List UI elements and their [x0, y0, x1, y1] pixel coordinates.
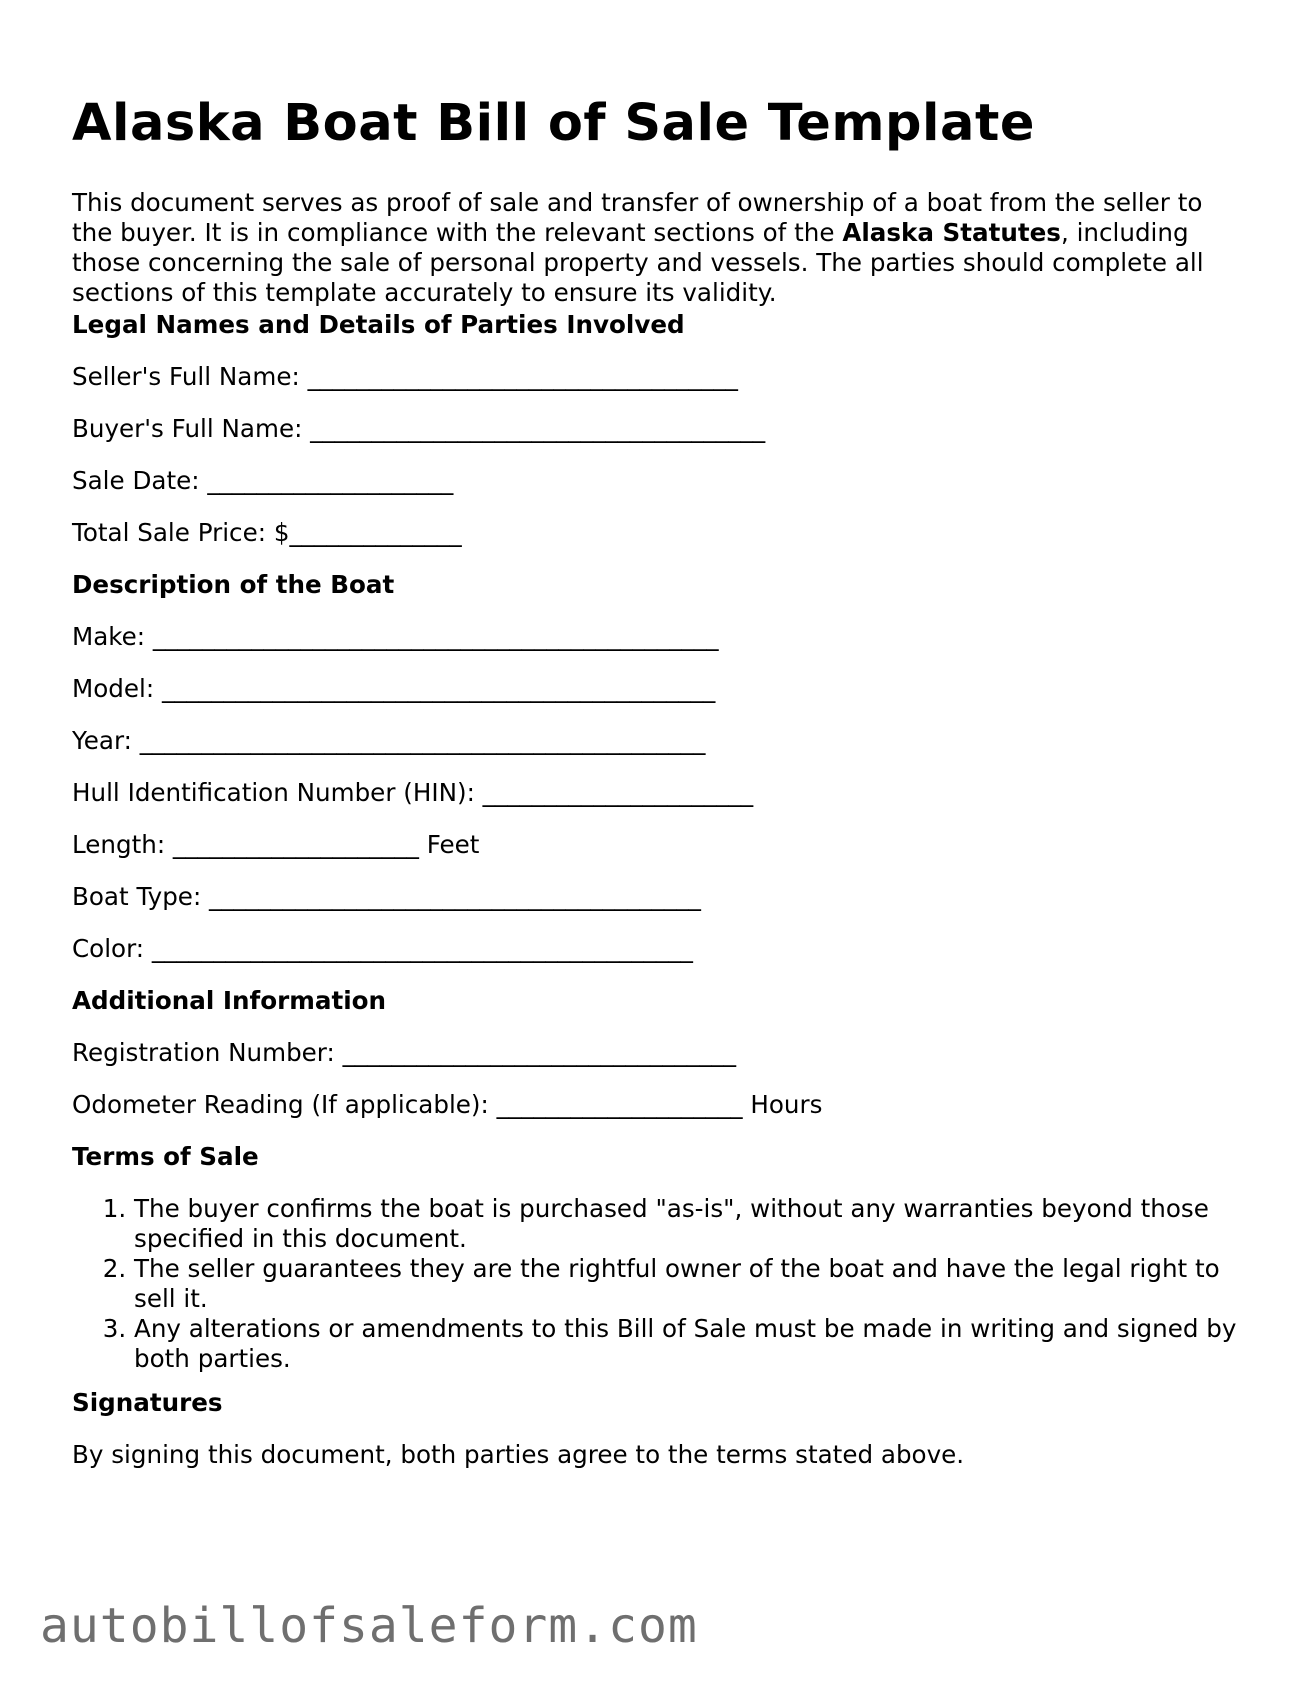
intro-text-2: , including those concerning the sale of personal property and vessels. The parties should complete all sections of this template accurately to ensure its validity. [72, 218, 1204, 307]
term-item-2: 2. The seller guarantees they are the rightful owner of the boat and have the legal right to sell it. [134, 1254, 1242, 1314]
odometer-field[interactable]: Odometer Reading (If applicable): ____________________ Hours [72, 1090, 823, 1119]
make-field[interactable]: Make: ______________________________________________ [72, 622, 719, 651]
page-title: Alaska Boat Bill of Sale Template [72, 94, 1035, 153]
intro-paragraph [72, 188, 1232, 308]
document-page [72, 88, 1242, 1469]
seller-name-field[interactable]: Seller's Full Name: ___________________________________ [72, 362, 738, 391]
section-heading-additional: Additional Information [72, 986, 387, 1015]
section-heading-signatures: Signatures [72, 1388, 223, 1417]
sale-date-field[interactable]: Sale Date: ____________________ [72, 466, 454, 495]
model-field[interactable]: Model: _____________________________________________ [72, 674, 716, 703]
watermark: autobillofsaleform.com [40, 1598, 698, 1654]
year-field[interactable]: Year: ______________________________________________ [72, 726, 706, 755]
hin-field[interactable]: Hull Identification Number (HIN): ______________________ [72, 778, 754, 807]
registration-field[interactable]: Registration Number: ________________________________ [72, 1038, 737, 1067]
intro-text-1: This document serves as proof of sale and transfer of ownership of a boat from the seller to the buyer. It is in compliance with the relevant sections of the [72, 188, 1203, 247]
terms-list [72, 1194, 1242, 1374]
term-item-1: 1. The buyer confirms the boat is purchased "as-is", without any warranties beyond those specified in this document. [134, 1194, 1242, 1254]
boat-type-field[interactable]: Boat Type: ________________________________________ [72, 882, 701, 911]
intro-bold-statutes: Alaska Statutes [842, 218, 1061, 247]
length-field[interactable]: Length: ____________________ Feet [72, 830, 480, 859]
closing-statement: By signing this document, both parties agree to the terms stated above. [72, 1440, 965, 1469]
section-heading-parties: Legal Names and Details of Parties Involved [72, 310, 685, 339]
sale-price-field[interactable]: Total Sale Price: $______________ [72, 518, 462, 547]
section-heading-terms: Terms of Sale [72, 1142, 259, 1171]
color-field[interactable]: Color: ____________________________________________ [72, 934, 693, 963]
buyer-name-field[interactable]: Buyer's Full Name: _____________________________________ [72, 414, 766, 443]
section-heading-description: Description of the Boat [72, 570, 395, 599]
term-item-3: 3. Any alterations or amendments to this Bill of Sale must be made in writing and signed by both parties. [134, 1314, 1242, 1374]
